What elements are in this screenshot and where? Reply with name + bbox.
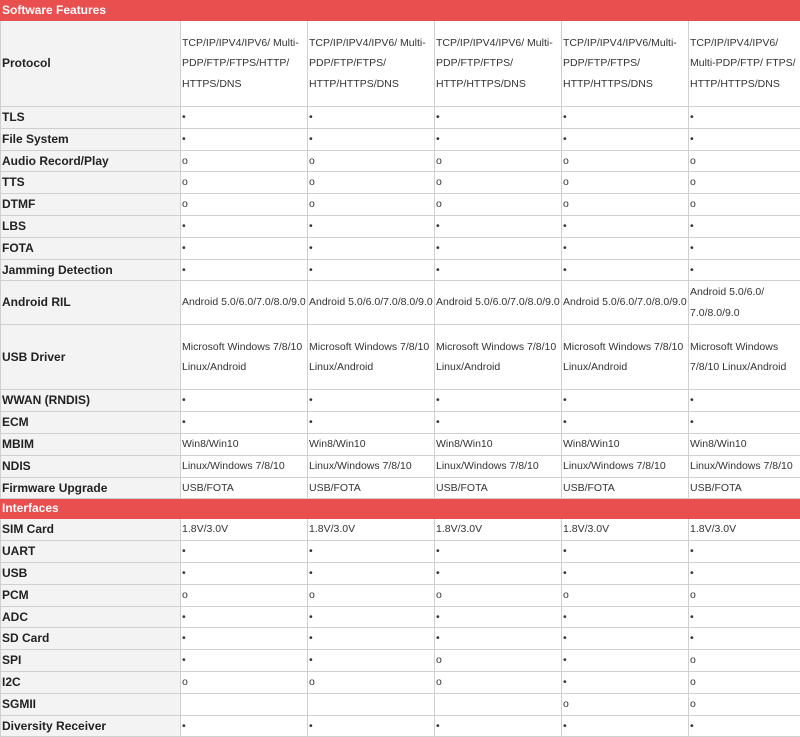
cell-value: • (689, 628, 800, 650)
cell-value: • (181, 215, 308, 237)
cell-value (181, 693, 308, 715)
cell-value: Microsoft Windows 7/8/10 Linux/Android (435, 325, 562, 390)
cell-value: • (435, 107, 562, 129)
cell-value: • (181, 562, 308, 584)
cell-value: Microsoft Windows 7/8/10 Linux/Android (308, 325, 435, 390)
cell-value: • (435, 259, 562, 281)
section-header-software (1, 1, 800, 21)
cell-value: Linux/Windows 7/8/10 (562, 455, 689, 477)
cell-value: • (562, 107, 689, 129)
cell-value: • (435, 628, 562, 650)
cell-value: • (308, 715, 435, 737)
cell-value: Microsoft Windows 7/8/10 Linux/Android (181, 325, 308, 390)
row-label: Protocol (1, 21, 181, 107)
cell-value: Win8/Win10 (435, 433, 562, 455)
cell-value: • (435, 541, 562, 563)
cell-value: • (435, 237, 562, 259)
cell-value: o (435, 172, 562, 194)
cell-value: • (435, 412, 562, 434)
cell-value: • (308, 237, 435, 259)
cell-value: o (435, 194, 562, 216)
cell-value: 1.8V/3.0V (689, 519, 800, 541)
cell-value: • (181, 628, 308, 650)
cell-value: USB/FOTA (562, 477, 689, 499)
row-label: Jamming Detection (1, 259, 181, 281)
row-sim-card (1, 519, 800, 541)
cell-value: • (562, 562, 689, 584)
cell-value: TCP/IP/IPV4/IPV6/ Multi-PDP/FTP/ FTPS/ HTTP/HTTPS/DNS (689, 21, 800, 107)
row-label: File System (1, 128, 181, 150)
row-label: DTMF (1, 194, 181, 216)
cell-value: • (562, 259, 689, 281)
cell-value: • (181, 606, 308, 628)
cell-value: o (181, 150, 308, 172)
cell-value: Android 5.0/6.0/7.0/8.0/9.0 (308, 281, 435, 325)
cell-value: Win8/Win10 (689, 433, 800, 455)
cell-value (308, 693, 435, 715)
cell-value: Linux/Windows 7/8/10 (181, 455, 308, 477)
row-wwan (1, 390, 800, 412)
cell-value: o (435, 150, 562, 172)
section-title: Interfaces (1, 499, 800, 519)
cell-value: o (562, 194, 689, 216)
cell-value: • (308, 650, 435, 672)
cell-value: Win8/Win10 (308, 433, 435, 455)
row-label: Audio Record/Play (1, 150, 181, 172)
cell-value: • (308, 128, 435, 150)
row-label: USB (1, 562, 181, 584)
cell-value: • (181, 390, 308, 412)
cell-value: USB/FOTA (689, 477, 800, 499)
row-protocol (1, 21, 800, 107)
cell-value: • (308, 628, 435, 650)
row-ecm (1, 412, 800, 434)
cell-value: • (308, 541, 435, 563)
row-tls (1, 107, 800, 129)
row-label: WWAN (RNDIS) (1, 390, 181, 412)
row-label: TLS (1, 107, 181, 129)
cell-value (435, 693, 562, 715)
row-ndis (1, 455, 800, 477)
row-adc (1, 606, 800, 628)
cell-value: o (181, 584, 308, 606)
row-label: I2C (1, 671, 181, 693)
row-audio (1, 150, 800, 172)
cell-value: o (181, 194, 308, 216)
cell-value: o (308, 671, 435, 693)
row-mbim (1, 433, 800, 455)
cell-value: o (689, 150, 800, 172)
cell-value: • (308, 390, 435, 412)
cell-value: • (181, 259, 308, 281)
cell-value: • (435, 215, 562, 237)
row-android-ril (1, 281, 800, 325)
cell-value: • (562, 390, 689, 412)
cell-value: • (181, 412, 308, 434)
cell-value: • (562, 215, 689, 237)
row-label: SD Card (1, 628, 181, 650)
cell-value: Win8/Win10 (562, 433, 689, 455)
cell-value: o (689, 584, 800, 606)
cell-value: Microsoft Windows 7/8/10 Linux/Android (562, 325, 689, 390)
cell-value: o (308, 150, 435, 172)
row-tts (1, 172, 800, 194)
cell-value: o (435, 650, 562, 672)
cell-value: Android 5.0/6.0/ 7.0/8.0/9.0 (689, 281, 800, 325)
cell-value: • (308, 215, 435, 237)
cell-value: • (181, 128, 308, 150)
row-label: PCM (1, 584, 181, 606)
cell-value: • (689, 259, 800, 281)
cell-value: o (308, 172, 435, 194)
row-label: NDIS (1, 455, 181, 477)
row-sgmii (1, 693, 800, 715)
cell-value: TCP/IP/IPV4/IPV6/ Multi-PDP/FTP/FTPS/HTTP/ HTTPS/DNS (181, 21, 308, 107)
cell-value: USB/FOTA (308, 477, 435, 499)
section-title: Software Features (1, 1, 800, 21)
cell-value: Android 5.0/6.0/7.0/8.0/9.0 (181, 281, 308, 325)
cell-value: TCP/IP/IPV4/IPV6/ Multi-PDP/FTP/FTPS/ HTTP/HTTPS/DNS (308, 21, 435, 107)
row-uart (1, 541, 800, 563)
row-label: TTS (1, 172, 181, 194)
row-label: SGMII (1, 693, 181, 715)
row-label: SPI (1, 650, 181, 672)
row-label: SIM Card (1, 519, 181, 541)
cell-value: • (562, 650, 689, 672)
cell-value: • (435, 562, 562, 584)
cell-value: Linux/Windows 7/8/10 (435, 455, 562, 477)
cell-value: • (562, 628, 689, 650)
row-dtmf (1, 194, 800, 216)
cell-value: 1.8V/3.0V (308, 519, 435, 541)
row-label: Android RIL (1, 281, 181, 325)
cell-value: • (562, 671, 689, 693)
row-sd-card (1, 628, 800, 650)
row-label: ADC (1, 606, 181, 628)
cell-value: • (689, 562, 800, 584)
cell-value: Linux/Windows 7/8/10 (689, 455, 800, 477)
cell-value: o (435, 671, 562, 693)
cell-value: • (435, 128, 562, 150)
cell-value: • (562, 541, 689, 563)
cell-value: • (689, 128, 800, 150)
cell-value: • (562, 128, 689, 150)
cell-value: • (689, 215, 800, 237)
cell-value: 1.8V/3.0V (181, 519, 308, 541)
cell-value: • (435, 390, 562, 412)
cell-value: • (181, 541, 308, 563)
cell-value: • (435, 715, 562, 737)
cell-value: • (308, 412, 435, 434)
cell-value: Linux/Windows 7/8/10 (308, 455, 435, 477)
cell-value: • (435, 606, 562, 628)
row-file-system (1, 128, 800, 150)
row-label: ECM (1, 412, 181, 434)
cell-value: o (689, 194, 800, 216)
cell-value: o (181, 172, 308, 194)
cell-value: o (181, 671, 308, 693)
cell-value: • (689, 715, 800, 737)
cell-value: TCP/IP/IPV4/IPV6/Multi- PDP/FTP/FTPS/ HTTP/HTTPS/DNS (562, 21, 689, 107)
cell-value: • (689, 107, 800, 129)
row-lbs (1, 215, 800, 237)
cell-value: • (689, 237, 800, 259)
row-jamming (1, 259, 800, 281)
row-label: Firmware Upgrade (1, 477, 181, 499)
cell-value: o (689, 172, 800, 194)
cell-value: 1.8V/3.0V (562, 519, 689, 541)
cell-value: Win8/Win10 (181, 433, 308, 455)
cell-value: USB/FOTA (435, 477, 562, 499)
section-header-interfaces (1, 499, 800, 519)
row-i2c (1, 671, 800, 693)
cell-value: • (308, 107, 435, 129)
cell-value: Android 5.0/6.0/7.0/8.0/9.0 (435, 281, 562, 325)
cell-value: o (562, 172, 689, 194)
cell-value: o (689, 671, 800, 693)
cell-value: o (689, 650, 800, 672)
cell-value: • (689, 541, 800, 563)
cell-value: 1.8V/3.0V (435, 519, 562, 541)
cell-value: • (308, 259, 435, 281)
row-firmware-upgrade (1, 477, 800, 499)
cell-value: o (562, 150, 689, 172)
cell-value: • (689, 390, 800, 412)
cell-value: USB/FOTA (181, 477, 308, 499)
cell-value: • (181, 650, 308, 672)
row-pcm (1, 584, 800, 606)
cell-value: • (562, 606, 689, 628)
cell-value: • (308, 606, 435, 628)
cell-value: o (689, 693, 800, 715)
cell-value: • (689, 606, 800, 628)
row-spi (1, 650, 800, 672)
row-label: MBIM (1, 433, 181, 455)
cell-value: • (689, 412, 800, 434)
cell-value: o (308, 584, 435, 606)
cell-value: • (562, 237, 689, 259)
cell-value: o (562, 584, 689, 606)
row-usb-driver (1, 325, 800, 390)
row-fota (1, 237, 800, 259)
cell-value: o (308, 194, 435, 216)
cell-value: • (181, 715, 308, 737)
cell-value: • (308, 562, 435, 584)
cell-value: • (562, 412, 689, 434)
row-diversity-receiver (1, 715, 800, 737)
cell-value: o (562, 693, 689, 715)
cell-value: • (181, 237, 308, 259)
cell-value: o (435, 584, 562, 606)
row-label: UART (1, 541, 181, 563)
cell-value: • (562, 715, 689, 737)
cell-value: Android 5.0/6.0/7.0/8.0/9.0 (562, 281, 689, 325)
row-label: LBS (1, 215, 181, 237)
cell-value: • (181, 107, 308, 129)
row-label: FOTA (1, 237, 181, 259)
cell-value: TCP/IP/IPV4/IPV6/ Multi-PDP/FTP/FTPS/ HTTP/HTTPS/DNS (435, 21, 562, 107)
row-label: Diversity Receiver (1, 715, 181, 737)
row-usb (1, 562, 800, 584)
row-label: USB Driver (1, 325, 181, 390)
cell-value: Microsoft Windows 7/8/10 Linux/Android (689, 325, 800, 390)
